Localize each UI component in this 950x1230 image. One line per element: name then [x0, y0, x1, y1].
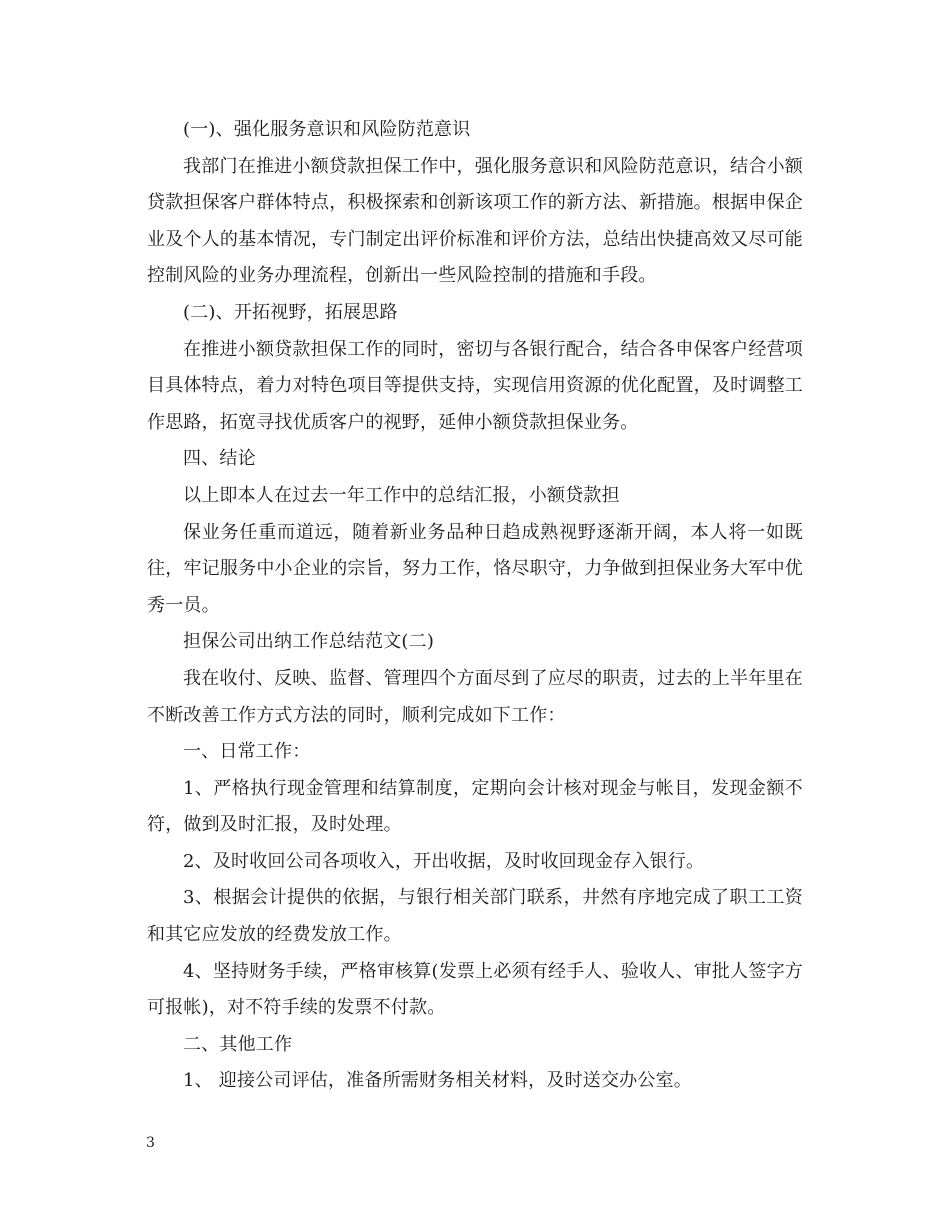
body-paragraph: 在推进小额贷款担保工作的同时，密切与各银行配合，结合各申保客户经营项目具体特点，着力对特色项目等提供支持，实现信用资源的优化配置，及时调整工作思路，拓宽寻找优质客户的视野，延伸小额贷款担保业务。 — [147, 338, 803, 433]
section-heading-conclusion: 四、结论 — [183, 448, 256, 470]
body-paragraph: 我在收付、反映、监督、管理四个方面尽到了应尽的职责，过去的上半年里在不断改善工作方式方法的同时，顺利完成如下工作： — [147, 667, 803, 726]
body-paragraph: 以上即本人在过去一年工作中的总结汇报，小额贷款担 — [183, 484, 620, 506]
section-heading-daily-work: 一、日常工作： — [183, 741, 311, 763]
list-item: 1、严格执行现金管理和结算制度，定期向会计核对现金与帐目，发现金额不符，做到及时汇报，及时处理。 — [147, 777, 803, 836]
section-heading-service-awareness: (一)、强化服务意识和风险防范意识 — [183, 119, 471, 140]
body-paragraph: 保业务任重而道远，随着新业务品种日趋成熟视野逐渐开阔，本人将一如既往，牢记服务中小企业的宗旨，努力工作，恪尽职守，力争做到担保业务大军中优秀一员。 — [147, 521, 803, 616]
document-body — [147, 112, 803, 1100]
list-item: 1、 迎接公司评估，准备所需财务相关材料，及时送交办公室。 — [183, 1070, 692, 1092]
document-subtitle: 担保公司出纳工作总结范文(二) — [183, 631, 435, 653]
list-item: 3、根据会计提供的依据，与银行相关部门联系，井然有序地完成了职工工资和其它应发放的经费发放工作。 — [147, 887, 803, 946]
body-paragraph: 我部门在推进小额贷款担保工作中，强化服务意识和风险防范意识，结合小额贷款担保客户群体特点，积极探索和创新该项工作的新方法、新措施。根据申保企业及个人的基本情况，专门制定出评价标准和评价方法，总结出快捷高效又尽可能控制风险的业务办理流程，创新出一些风险控制的措施和手段。 — [147, 155, 803, 287]
section-heading-broaden-horizons: (二)、开拓视野，拓展思路 — [183, 301, 398, 323]
page-number: 3 — [146, 1135, 155, 1151]
list-item: 2、及时收回公司各项收入，开出收据，及时收回现金存入银行。 — [183, 850, 705, 872]
list-item: 4、坚持财务手续，严格审核算(发票上必须有经手人、验收人、审批人签字方可报帐)，对不符手续的发票不付款。 — [147, 960, 803, 1019]
section-heading-other-work: 二、其他工作 — [183, 1033, 293, 1055]
